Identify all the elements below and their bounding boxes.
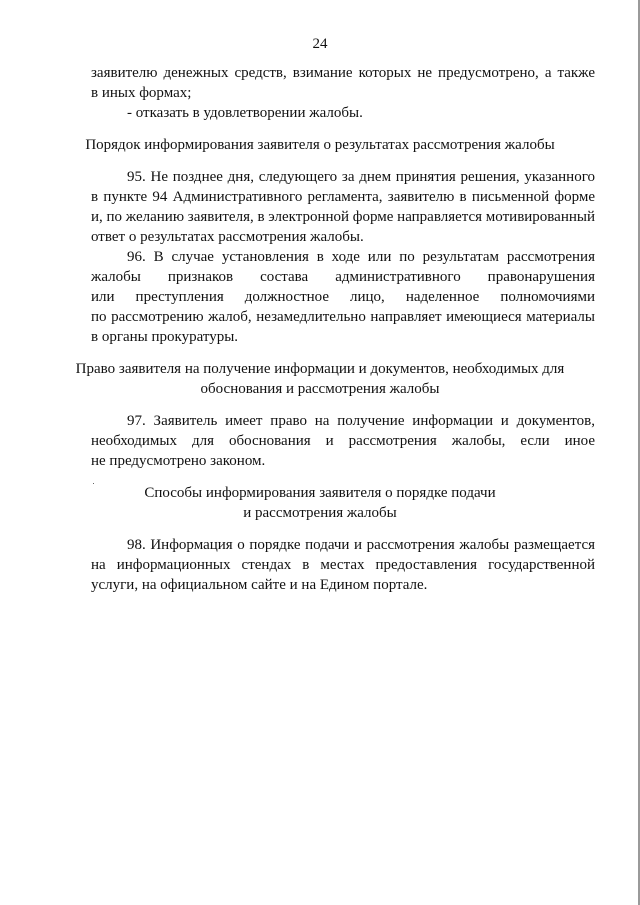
- section-heading: и рассмотрения жалобы: [243, 505, 397, 521]
- paragraph-line: по рассмотрению жалоб, незамедлительно направляет имеющиеся материалы: [91, 309, 595, 325]
- paragraph-line: или преступления должностное лицо, наделенное полномочиями: [91, 289, 595, 305]
- page-number: 24: [312, 36, 328, 52]
- paragraph-line: на информационных стендах в местах предоставления государственной: [91, 557, 595, 573]
- section-heading: обоснования и рассмотрения жалобы: [200, 381, 440, 397]
- text-line: - отказать в удовлетворении жалобы.: [127, 105, 363, 121]
- section-heading: Порядок информирования заявителя о результатах рассмотрения жалобы: [85, 137, 555, 153]
- paragraph-line: и, по желанию заявителя, в электронной форме направляется мотивированный: [91, 209, 596, 225]
- section-heading: Право заявителя на получение информации и документов, необходимых для: [75, 361, 565, 377]
- scan-speck: [93, 483, 94, 484]
- paragraph-line: в органы прокуратуры.: [91, 329, 239, 345]
- section-heading: Способы информирования заявителя о порядке подачи: [144, 485, 496, 501]
- paragraph-line: услуги, на официальном сайте и на Едином портале.: [91, 577, 428, 593]
- paragraph-line: не предусмотрено законом.: [91, 453, 266, 469]
- paragraph-line: ответ о результатах рассмотрения жалобы.: [91, 229, 364, 245]
- paragraph-line: 97. Заявитель имеет право на получение информации и документов,: [127, 413, 595, 429]
- paragraph-line: 95. Не позднее дня, следующего за днем принятия решения, указанного: [127, 169, 595, 185]
- paragraph-line: 98. Информация о порядке подачи и рассмотрения жалобы размещается: [127, 537, 595, 553]
- text-line: заявителю денежных средств, взимание которых не предусмотрено, а также: [91, 65, 595, 81]
- paragraph-line: 96. В случае установления в ходе или по результатам рассмотрения: [127, 249, 595, 265]
- paragraph-line: в пункте 94 Административного регламента, заявителю в письменной форме: [91, 189, 595, 205]
- paragraph-line: необходимых для обоснования и рассмотрения жалобы, если иное: [91, 433, 595, 449]
- text-line: в иных формах;: [91, 85, 192, 101]
- paragraph-line: жалобы признаков состава административного правонарушения: [91, 269, 595, 285]
